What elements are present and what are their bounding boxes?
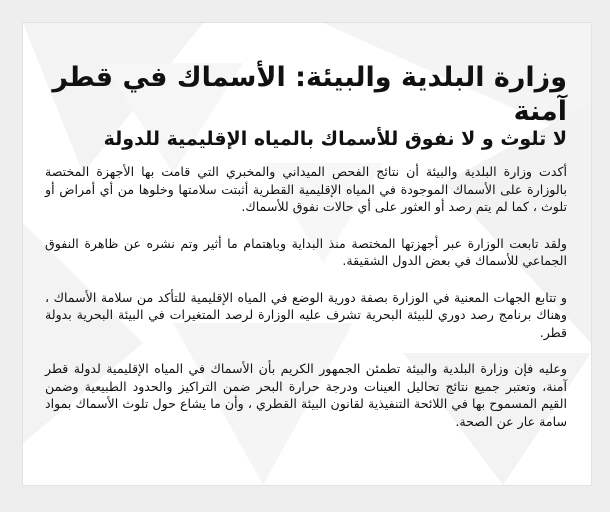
page-subtitle: لا تلوث و لا نفوق للأسماك بالمياه الإقليمية للدولة — [103, 128, 567, 150]
statement-document — [22, 22, 592, 486]
paragraph-3: و تتابع الجهات المعنية في الوزارة بصفة دورية الوضع في المياه الإقليمية للتأكد من سلامة الأسماك ، وهناك برنامج رصد دوري للبيئة البحرية تشرف عليه الوزارة لرصد المتغيرات في البيئة البحرية بدولة قطر. — [45, 289, 567, 340]
document-content — [23, 23, 591, 485]
page-title: وزارة البلدية والبيئة: الأسماك في قطر آمنة — [52, 62, 567, 127]
paragraph-4: وعليه فإن وزارة البلدية والبيئة تطمئن الجمهور الكريم بأن الأسماك في المياه الإقليمية لدولة قطر آمنة، وتعتبر جميع نتائج تحاليل العينات ودرجة حرارة البحر ضمن التراكيز والحدود الطبيعية وضمن القيم المسموح بها في اللائحة التنفيذية لقانون البيئة القطري ، وأن ما يشاع حول تلوث الأسماك بمواد سامة عار عن الصحة. — [45, 361, 567, 429]
paragraph-2: ولقد تابعت الوزارة عبر أجهزتها المختصة منذ البداية وباهتمام ما أثير وتم نشره عن ظاهرة النفوق الجماعي للأسماك في بعض الدول الشقيقة. — [45, 235, 567, 268]
statement-body — [45, 163, 567, 449]
paragraph-1: أكدت وزارة البلدية والبيئة أن نتائج الفحص الميداني والمخبري التي قامت بها الأجهزة المختصة بالوزارة على الأسماك الموجودة في المياه الإقليمية القطرية أثبتت سلامتها وخلوها من أي أمراض أو تلوث ، كما لم يتم رصد أو العثور على أي حالات نفوق للأسماك. — [45, 164, 567, 214]
